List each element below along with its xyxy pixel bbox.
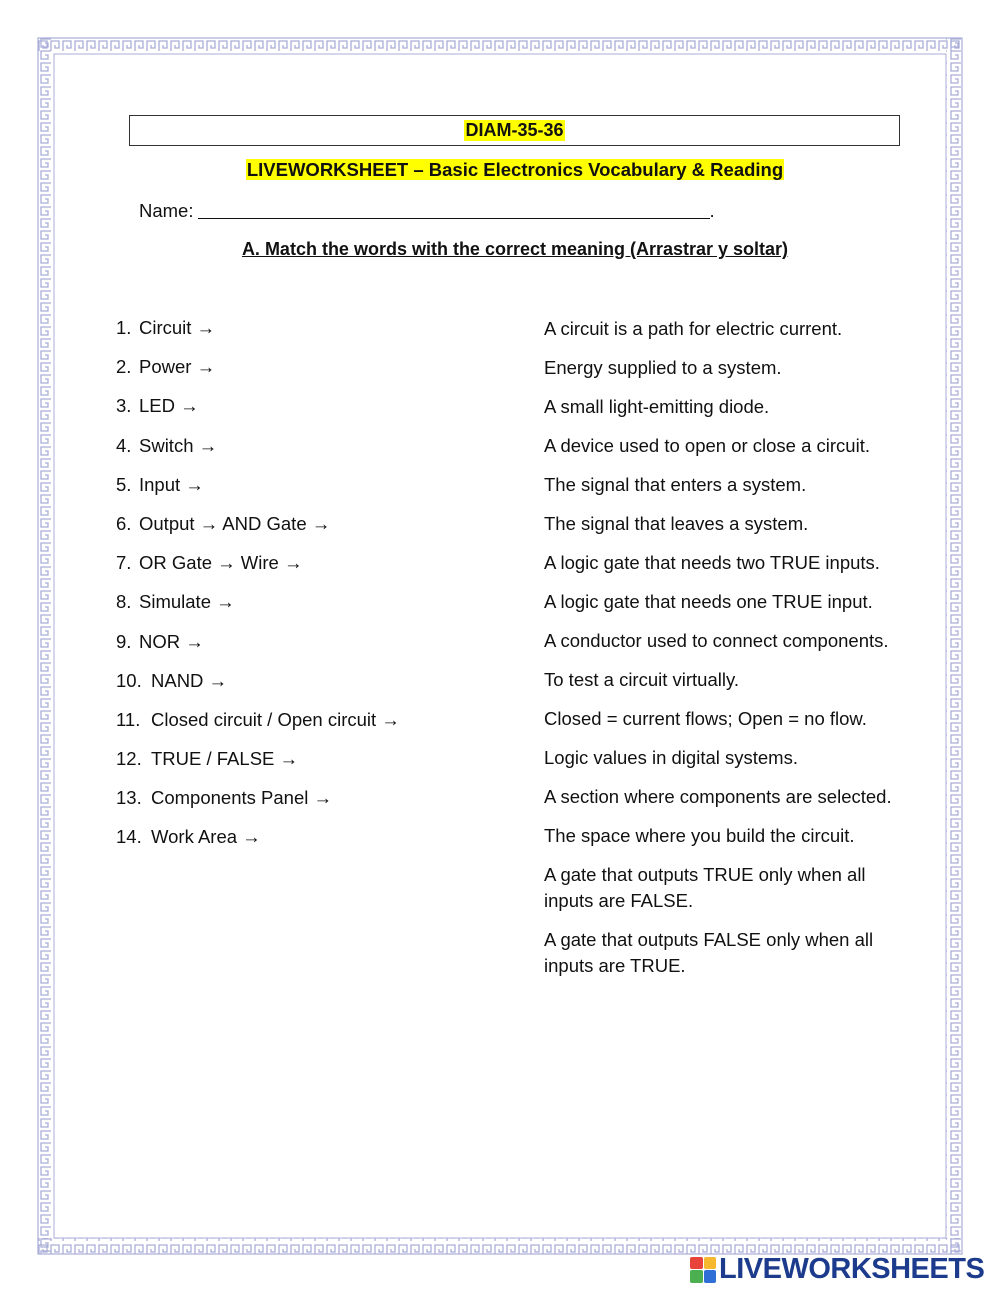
definition-item[interactable]: The space where you build the circuit. [544, 825, 855, 846]
definition-item[interactable]: Energy supplied to a system. [544, 357, 782, 378]
term-item[interactable]: 4. Switch → [116, 434, 218, 456]
term-item[interactable]: 11. Closed circuit / Open circuit → [116, 708, 400, 730]
logo-square [704, 1257, 717, 1270]
definitions-list [544, 316, 904, 992]
name-input-line[interactable] [198, 199, 710, 219]
logo-grid-icon [690, 1257, 716, 1283]
definition-item[interactable]: A small light-emitting diode. [544, 396, 770, 417]
term-item[interactable]: 9. NOR → [116, 630, 204, 652]
liveworksheets-logo [690, 1253, 984, 1286]
term-item[interactable]: 5. Input → [116, 473, 204, 495]
definition-item[interactable]: A logic gate that needs one TRUE input. [544, 591, 873, 612]
term-item[interactable]: 2. Power → [116, 356, 216, 378]
name-line-end: . [709, 200, 715, 221]
worksheet-code: DIAM-35-36 [465, 120, 564, 140]
term-item[interactable]: 1. Circuit → [116, 317, 216, 338]
term-item[interactable]: 6. Output → AND Gate → [116, 512, 331, 534]
definition-item[interactable]: A gate that outputs FALSE only when all inputs are TRUE. [544, 929, 874, 976]
definition-item[interactable]: A conductor used to connect components. [544, 630, 889, 651]
definition-item[interactable]: A gate that outputs TRUE only when all inputs are FALSE. [544, 864, 866, 911]
term-item[interactable]: 13. Components Panel → [116, 787, 332, 809]
term-item[interactable]: 12. TRUE / FALSE → [116, 748, 299, 770]
definition-item[interactable]: Logic values in digital systems. [544, 747, 798, 768]
worksheet-title: LIVEWORKSHEET – Basic Electronics Vocabulary & Reading [246, 159, 784, 180]
term-item[interactable]: 10. NAND → [116, 669, 228, 691]
definition-item[interactable]: The signal that leaves a system. [544, 513, 809, 534]
definition-item[interactable]: A section where components are selected. [544, 786, 892, 807]
definition-item[interactable]: A circuit is a path for electric current. [544, 318, 843, 339]
section-heading: A. Match the words with the correct meaning (Arrastrar y soltar) [241, 239, 789, 259]
term-item[interactable]: 8. Simulate → [116, 591, 235, 613]
term-item[interactable]: 7. OR Gate → Wire → [116, 552, 303, 574]
logo-square [704, 1270, 717, 1283]
logo-square [690, 1270, 703, 1283]
name-label: Name: [139, 200, 194, 221]
definition-item[interactable]: The signal that enters a system. [544, 474, 807, 495]
worksheet-title-row [0, 159, 1000, 181]
definition-item[interactable]: Closed = current flows; Open = no flow. [544, 708, 867, 729]
term-item[interactable]: 3. LED → [116, 395, 199, 417]
definition-item[interactable]: To test a circuit virtually. [544, 669, 739, 690]
name-row [139, 199, 715, 222]
logo-square [690, 1257, 703, 1270]
definition-item[interactable]: A logic gate that needs two TRUE inputs. [544, 552, 880, 573]
terms-list [116, 316, 400, 865]
term-item[interactable]: 14. Work Area → [116, 826, 261, 848]
worksheet-code-box [129, 115, 900, 146]
definition-item[interactable]: A device used to open or close a circuit. [544, 435, 870, 456]
logo-text: LIVEWORKSHEETS [719, 1253, 985, 1285]
